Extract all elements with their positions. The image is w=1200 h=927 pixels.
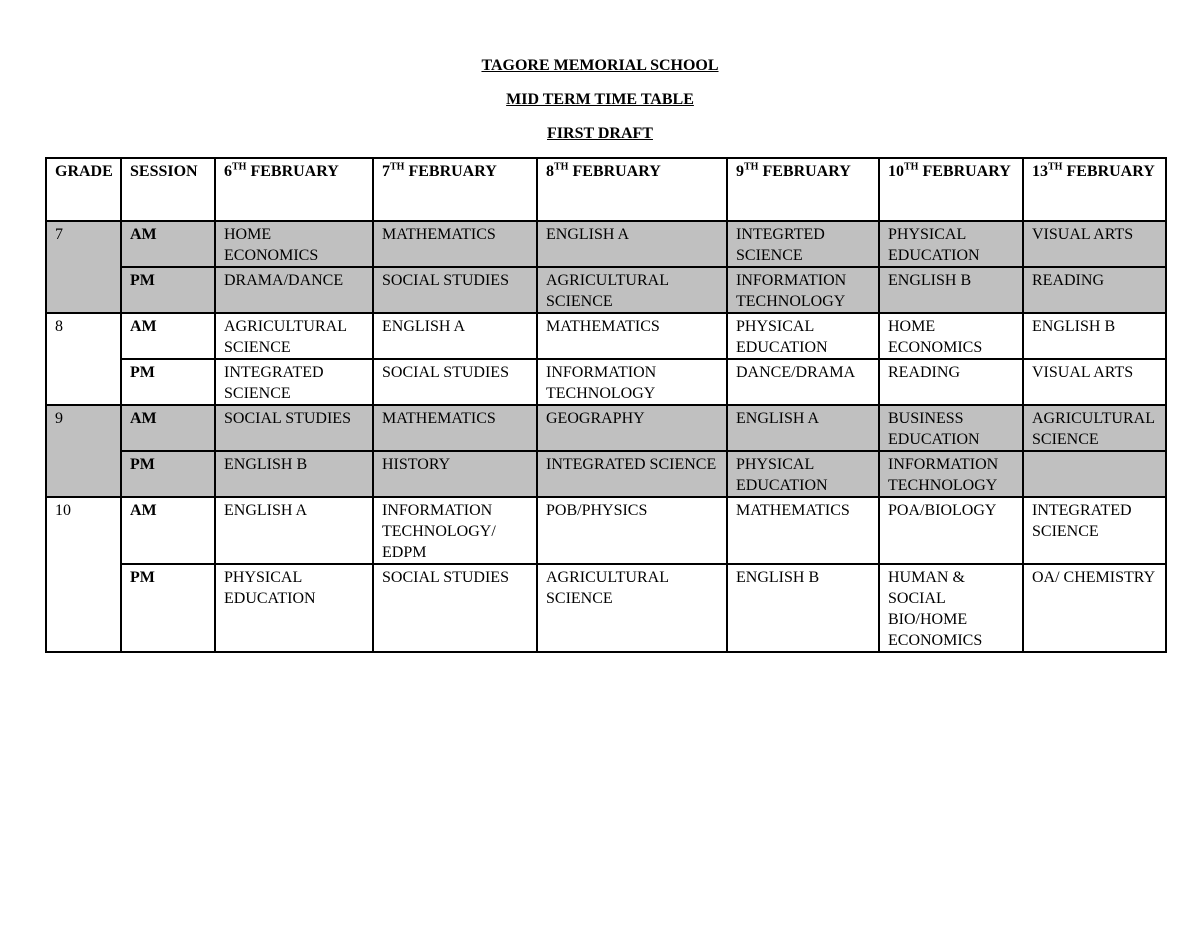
subject-cell: POA/BIOLOGY (879, 497, 1023, 564)
subject-cell: OA/ CHEMISTRY (1023, 564, 1166, 652)
session-cell: PM (121, 451, 215, 497)
date-header (1023, 158, 1166, 221)
date-ordinal: TH (744, 161, 759, 173)
grade-header: GRADE (46, 158, 121, 221)
subject-cell: MATHEMATICS (727, 497, 879, 564)
subject-cell: ENGLISH B (1023, 313, 1166, 359)
timetable-body (46, 221, 1166, 652)
draft-label: FIRST DRAFT (547, 125, 653, 142)
session-cell: PM (121, 359, 215, 405)
subject-cell: DANCE/DRAMA (727, 359, 879, 405)
subject-cell: BUSINESS EDUCATION (879, 405, 1023, 451)
session-cell: PM (121, 564, 215, 652)
subject-cell: SOCIAL STUDIES (373, 564, 537, 652)
date-ordinal: TH (554, 161, 569, 173)
grade-cell: 7 (46, 221, 121, 313)
timetable (45, 157, 1167, 653)
date-header (727, 158, 879, 221)
subject-cell: VISUAL ARTS (1023, 359, 1166, 405)
subject-cell: PHYSICAL EDUCATION (727, 451, 879, 497)
subject-cell: VISUAL ARTS (1023, 221, 1166, 267)
date-month: FEBRUARY (762, 163, 851, 180)
date-day: 13 (1032, 163, 1048, 180)
date-day: 8 (546, 163, 554, 180)
session-cell: PM (121, 267, 215, 313)
session-header: SESSION (121, 158, 215, 221)
subject-cell: ENGLISH A (537, 221, 727, 267)
subject-cell: MATHEMATICS (373, 405, 537, 451)
subject-cell: INFORMATION TECHNOLOGY (879, 451, 1023, 497)
session-cell: AM (121, 221, 215, 267)
table-row (46, 313, 1166, 359)
subject-cell: PHYSICAL EDUCATION (215, 564, 373, 652)
subject-cell: INTEGRATED SCIENCE (215, 359, 373, 405)
subject-cell: PHYSICAL EDUCATION (879, 221, 1023, 267)
date-header (373, 158, 537, 221)
timetable-title: MID TERM TIME TABLE (506, 91, 694, 108)
subject-cell: ENGLISH A (373, 313, 537, 359)
table-row (46, 451, 1166, 497)
date-month: FEBRUARY (572, 163, 661, 180)
subject-cell: SOCIAL STUDIES (373, 359, 537, 405)
table-row (46, 359, 1166, 405)
subject-cell: READING (879, 359, 1023, 405)
date-ordinal: TH (390, 161, 405, 173)
table-row (46, 405, 1166, 451)
date-day: 7 (382, 163, 390, 180)
date-header (215, 158, 373, 221)
subject-cell: INFORMATION TECHNOLOGY (727, 267, 879, 313)
school-title: TAGORE MEMORIAL SCHOOL (481, 57, 719, 74)
subject-cell: AGRICULTURAL SCIENCE (537, 564, 727, 652)
subject-cell: AGRICULTURAL SCIENCE (1023, 405, 1166, 451)
subject-cell: HISTORY (373, 451, 537, 497)
session-cell: AM (121, 497, 215, 564)
subject-cell: SOCIAL STUDIES (373, 267, 537, 313)
subject-cell: ENGLISH B (879, 267, 1023, 313)
date-day: 6 (224, 163, 232, 180)
date-day: 10 (888, 163, 904, 180)
table-row (46, 497, 1166, 564)
subject-cell: POB/PHYSICS (537, 497, 727, 564)
subject-cell: ENGLISH A (727, 405, 879, 451)
date-header (879, 158, 1023, 221)
date-ordinal: TH (904, 161, 919, 173)
grade-cell: 10 (46, 497, 121, 652)
subject-cell: READING (1023, 267, 1166, 313)
subject-cell: ENGLISH B (215, 451, 373, 497)
subject-cell: HOME ECONOMICS (215, 221, 373, 267)
subject-cell: INTEGRATED SCIENCE (1023, 497, 1166, 564)
date-header (537, 158, 727, 221)
grade-cell: 8 (46, 313, 121, 405)
subject-cell: AGRICULTURAL SCIENCE (215, 313, 373, 359)
subject-cell: GEOGRAPHY (537, 405, 727, 451)
subject-cell: HUMAN & SOCIAL BIO/HOME ECONOMICS (879, 564, 1023, 652)
subject-cell: INTEGRATED SCIENCE (537, 451, 727, 497)
date-month: FEBRUARY (1066, 163, 1155, 180)
session-cell: AM (121, 405, 215, 451)
table-row (46, 267, 1166, 313)
header-row (46, 158, 1166, 221)
table-row (46, 221, 1166, 267)
subject-cell: MATHEMATICS (537, 313, 727, 359)
subject-cell: INFORMATION TECHNOLOGY/ EDPM (373, 497, 537, 564)
subject-cell: ENGLISH A (215, 497, 373, 564)
subject-cell: DRAMA/DANCE (215, 267, 373, 313)
date-month: FEBRUARY (922, 163, 1011, 180)
subject-cell: SOCIAL STUDIES (215, 405, 373, 451)
subject-cell: PHYSICAL EDUCATION (727, 313, 879, 359)
date-month: FEBRUARY (408, 163, 497, 180)
date-ordinal: TH (1048, 161, 1063, 173)
date-day: 9 (736, 163, 744, 180)
session-cell: AM (121, 313, 215, 359)
subject-cell: INFORMATION TECHNOLOGY (537, 359, 727, 405)
table-row (46, 564, 1166, 652)
subject-cell: INTEGRTED SCIENCE (727, 221, 879, 267)
subject-cell: ENGLISH B (727, 564, 879, 652)
date-month: FEBRUARY (250, 163, 339, 180)
grade-cell: 9 (46, 405, 121, 497)
subject-cell (1023, 451, 1166, 497)
date-ordinal: TH (232, 161, 247, 173)
subject-cell: MATHEMATICS (373, 221, 537, 267)
subject-cell: AGRICULTURAL SCIENCE (537, 267, 727, 313)
subject-cell: HOME ECONOMICS (879, 313, 1023, 359)
